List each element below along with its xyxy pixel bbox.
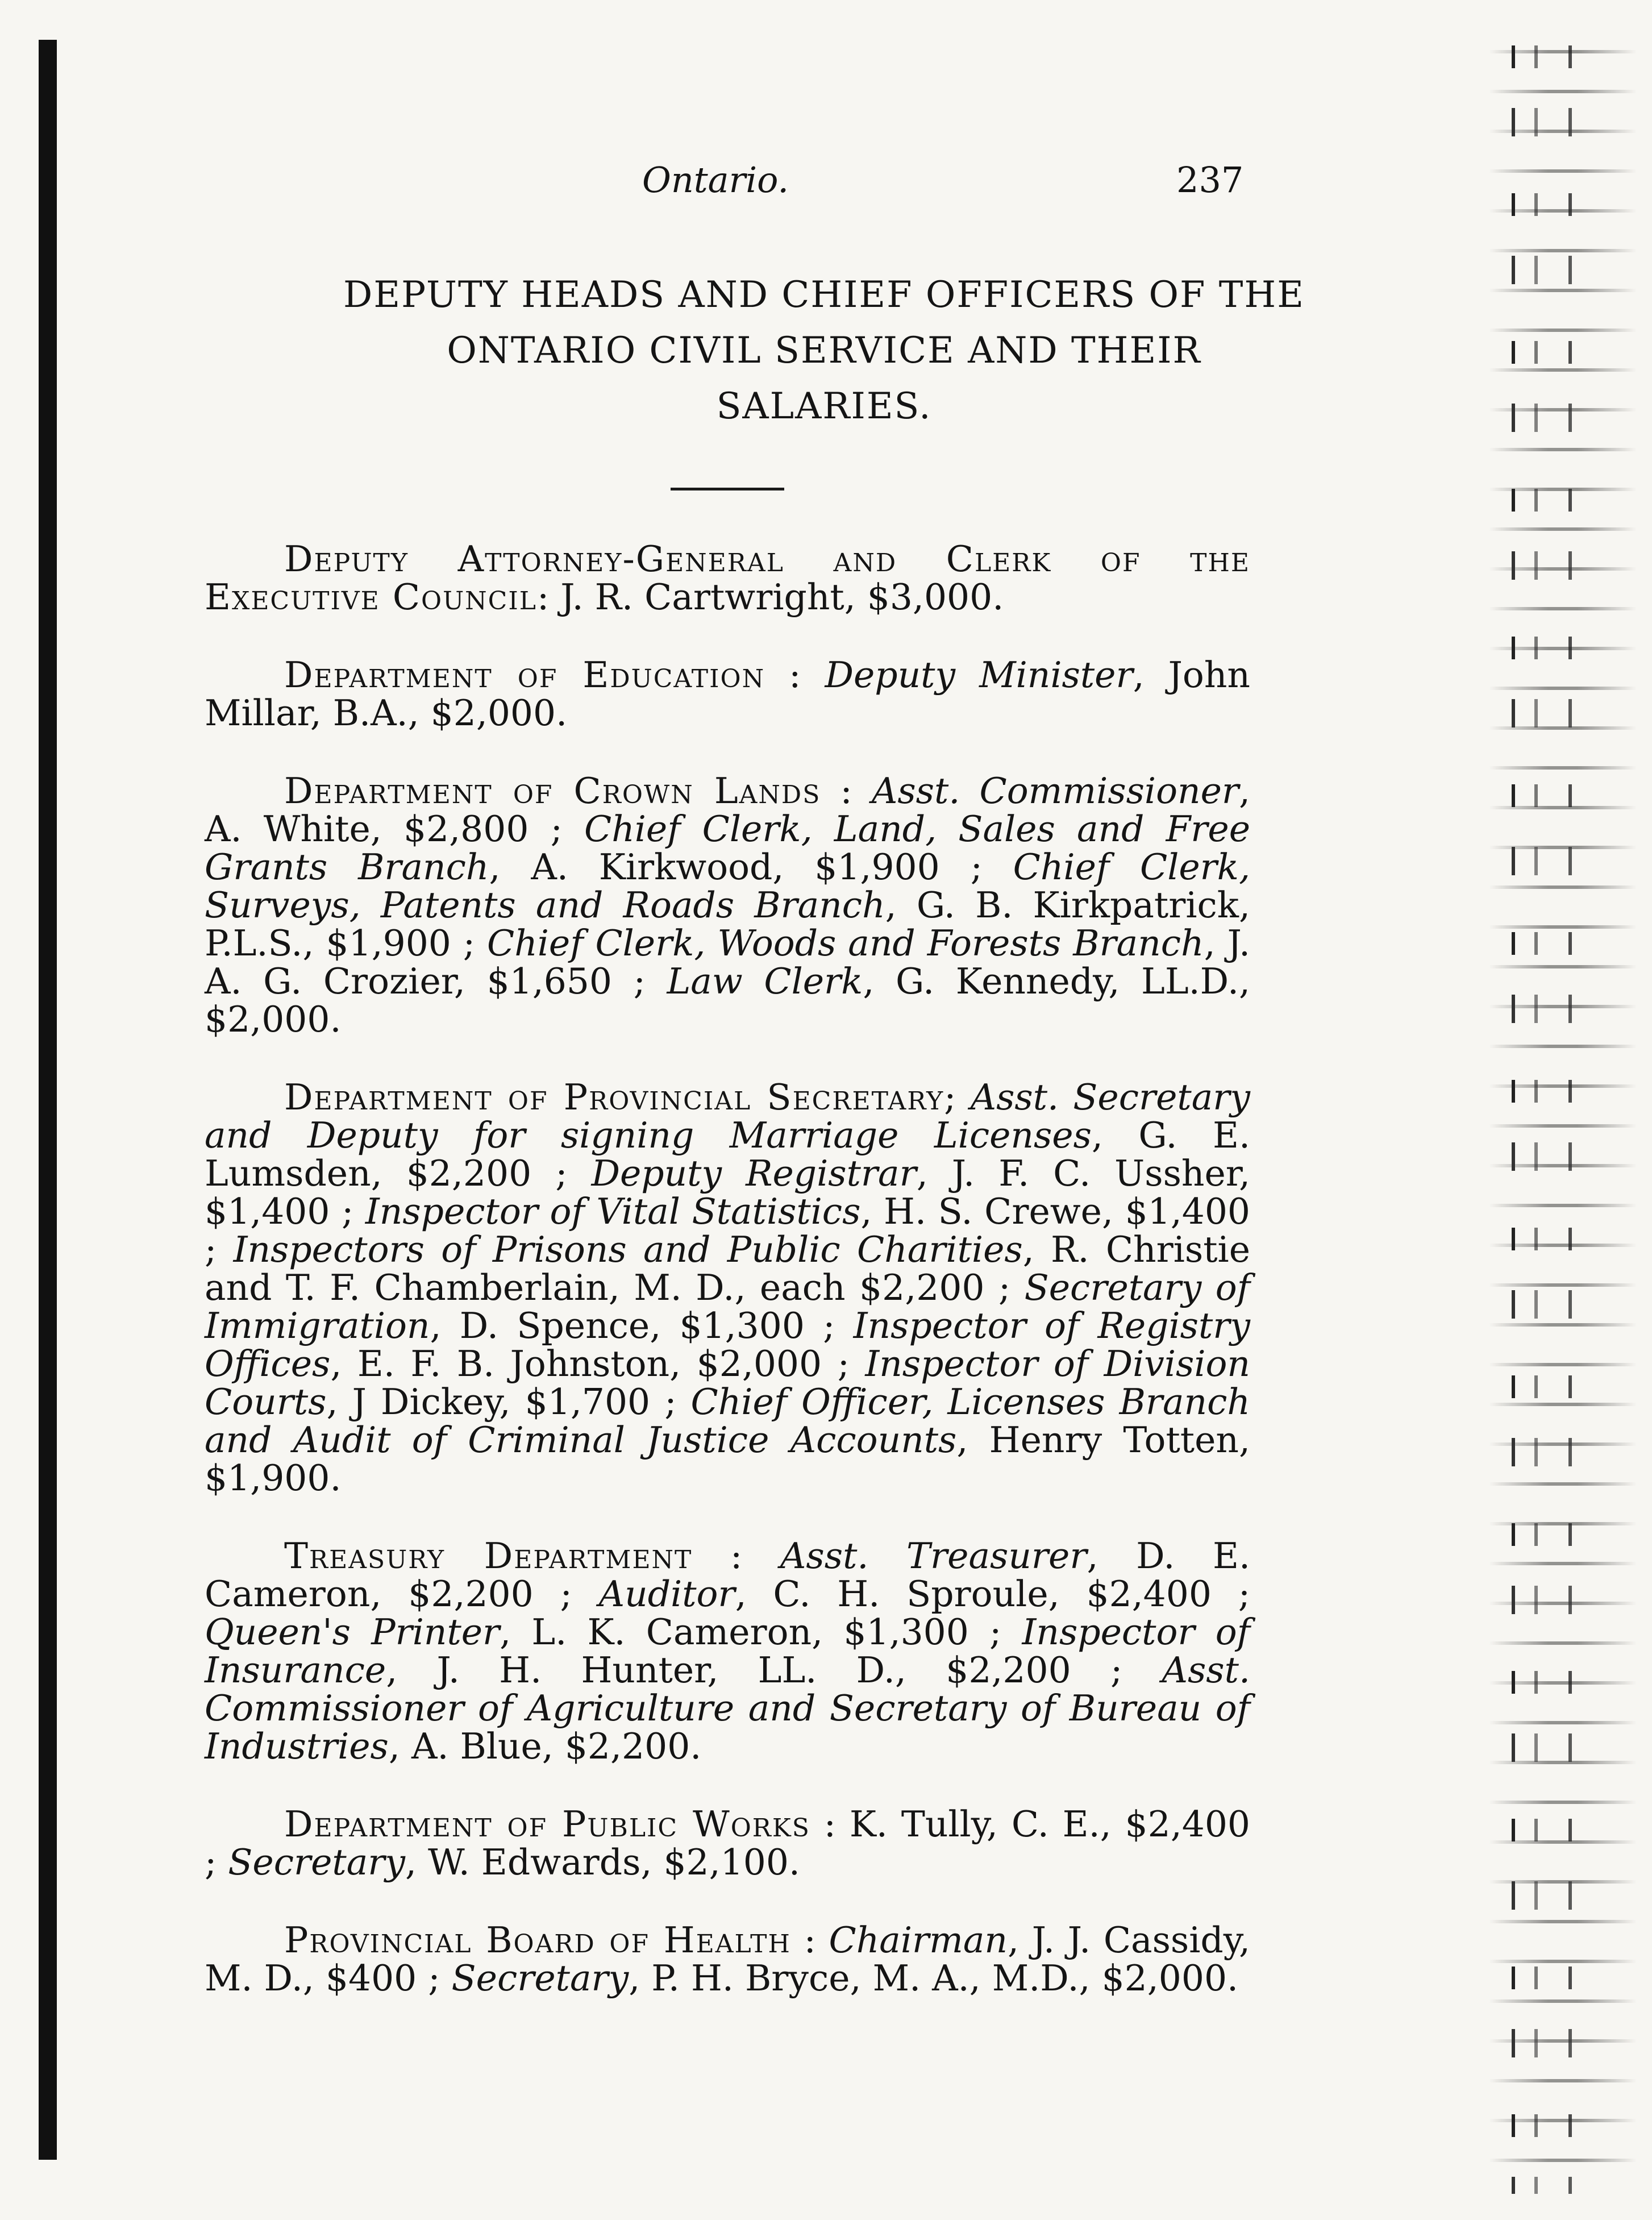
scan-edge-strip bbox=[1512, 45, 1515, 2194]
officer-text: : bbox=[692, 1535, 780, 1577]
department-entry bbox=[205, 1805, 1250, 1881]
officer-text: , G. B. Kirkpatrick, P.L.S., $1,900 ; bbox=[205, 884, 1251, 964]
officer-text: , Henry Totten, $1,900. bbox=[205, 1419, 1250, 1499]
position-title: Asst. Commissioner of Agriculture and Secretary of Bureau of Industries bbox=[205, 1649, 1250, 1767]
officer-text: : K. Tully, C. E., $2,400 ; bbox=[205, 1803, 1250, 1883]
department-heading: Provincial Board of Health bbox=[284, 1919, 791, 1961]
title-line: DEPUTY HEADS AND CHIEF OFFICERS OF THE bbox=[343, 274, 1305, 316]
position-title: Auditor bbox=[598, 1573, 735, 1615]
entries-list bbox=[205, 540, 1250, 2037]
scan-edge-noise bbox=[1489, 34, 1637, 2194]
officer-text: , C. H. Sproule, $2,400 ; bbox=[735, 1573, 1250, 1615]
title-line: ONTARIO CIVIL SERVICE AND THEIR bbox=[447, 330, 1201, 372]
officer-text: , J. J. Cassidy, M. D., $400 ; bbox=[205, 1919, 1250, 1999]
officer-text: , G. Kennedy, LL.D., $2,000. bbox=[205, 961, 1251, 1040]
position-title: Chief Clerk, Woods and Forests Branch bbox=[486, 922, 1204, 964]
position-title: Inspector of Division Courts bbox=[205, 1343, 1250, 1423]
officer-text: , John Millar, B.A., $2,000. bbox=[205, 654, 1251, 734]
department-heading: Department of Education bbox=[284, 654, 765, 696]
position-title: Chairman bbox=[829, 1919, 1008, 1961]
position-title: Chief Clerk, Land, Sales and Free Grants Branch bbox=[205, 808, 1250, 888]
department-heading: Department of Crown Lands bbox=[284, 770, 821, 812]
position-title: Inspectors of Prisons and Public Charities bbox=[233, 1229, 1023, 1270]
department-entry bbox=[205, 656, 1250, 732]
officer-text: : bbox=[790, 1919, 829, 1961]
page-title bbox=[170, 267, 1478, 434]
position-title: Inspector of Registry Offices bbox=[205, 1305, 1250, 1385]
position-title: Secretary of Immigration bbox=[205, 1267, 1251, 1346]
position-title: Chief Clerk, Surveys, Patents and Roads Branch bbox=[205, 846, 1250, 926]
running-head: Ontario. bbox=[642, 159, 789, 201]
position-title: Deputy Minister bbox=[825, 654, 1133, 696]
scan-edge-strip bbox=[1534, 45, 1538, 2194]
position-title: Secretary bbox=[451, 1957, 629, 1999]
department-entry bbox=[205, 1921, 1250, 1997]
scan-edge-strip bbox=[1568, 45, 1572, 2194]
department-entry bbox=[205, 1537, 1250, 1765]
officer-text: , R. Christie and T. F. Chamberlain, M. D., each $2,200 ; bbox=[205, 1229, 1250, 1308]
officer-text: , G. E. Lumsden, $2,200 ; bbox=[205, 1115, 1251, 1194]
position-title: Law Clerk bbox=[667, 961, 863, 1002]
position-title: Asst. Secretary and Deputy for signing Marriage Licenses bbox=[205, 1076, 1250, 1156]
department-heading: Department of Provincial Secretary bbox=[284, 1076, 944, 1118]
page-number: 237 bbox=[1176, 159, 1244, 201]
position-title: Queen's Printer bbox=[205, 1611, 500, 1653]
officer-text: , J. A. G. Crozier, $1,650 ; bbox=[205, 922, 1251, 1002]
department-entry bbox=[205, 772, 1250, 1038]
position-title: Inspector of Vital Statistics bbox=[365, 1191, 861, 1232]
department-entry bbox=[205, 540, 1250, 616]
officer-text: , W. Edwards, $2,100. bbox=[405, 1841, 800, 1883]
title-line: SALARIES. bbox=[716, 385, 932, 427]
officer-text: , D. E. Cameron, $2,200 ; bbox=[205, 1535, 1251, 1615]
position-title: Asst. Commissioner bbox=[871, 770, 1239, 812]
officer-text: , P. H. Bryce, M. A., M.D., $2,000. bbox=[629, 1957, 1239, 1999]
position-title: Inspector of Insurance bbox=[205, 1611, 1250, 1691]
position-title: Chief Officer, Licenses Branch and Audit of Criminal Justice Accounts bbox=[205, 1381, 1250, 1461]
department-heading: Deputy Attorney-General and Clerk of the Executive Council bbox=[205, 538, 1250, 618]
title-rule bbox=[671, 488, 784, 490]
officer-text: , J. H. Hunter, LL. D., $2,200 ; bbox=[386, 1649, 1162, 1691]
officer-text: , J Dickey, $1,700 ; bbox=[326, 1381, 691, 1423]
position-title: Asst. Treasurer bbox=[780, 1535, 1087, 1577]
department-entry bbox=[205, 1078, 1250, 1497]
officer-text: , H. S. Crewe, $1,400 ; bbox=[205, 1191, 1251, 1270]
binding-edge bbox=[39, 40, 57, 2160]
officer-text: : bbox=[821, 770, 872, 812]
position-title: Secretary bbox=[228, 1841, 405, 1883]
officer-text: , A. White, $2,800 ; bbox=[205, 770, 1250, 850]
officer-text: , A. Kirkwood, $1,900 ; bbox=[489, 846, 1013, 888]
officer-text: : bbox=[765, 654, 825, 696]
department-heading: Department of Public Works bbox=[284, 1803, 810, 1845]
department-heading: Treasury Department bbox=[284, 1535, 693, 1577]
officer-text: ; bbox=[944, 1076, 971, 1118]
officer-text: , L. K. Cameron, $1,300 ; bbox=[500, 1611, 1022, 1653]
position-title: Deputy Registrar bbox=[591, 1153, 917, 1194]
officer-text: , E. F. B. Johnston, $2,000 ; bbox=[330, 1343, 865, 1385]
officer-text: , A. Blue, $2,200. bbox=[388, 1726, 702, 1767]
officer-text: , D. Spence, $1,300 ; bbox=[430, 1305, 854, 1346]
officer-text: , J. F. C. Ussher, $1,400 ; bbox=[205, 1153, 1251, 1232]
officer-text: : J. R. Cartwright, $3,000. bbox=[536, 576, 1004, 618]
